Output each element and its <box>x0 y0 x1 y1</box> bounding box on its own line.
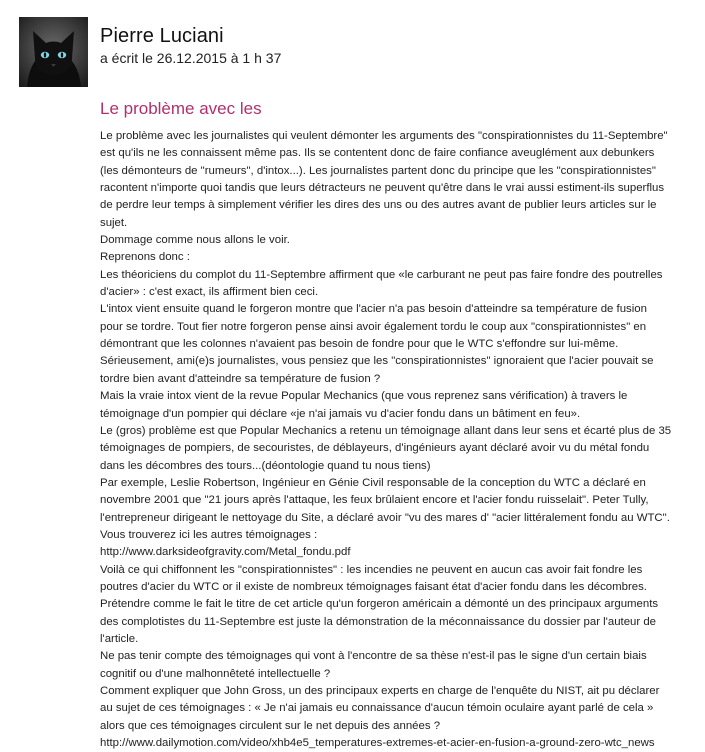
comment-line: au sujet de ces témoignages : « Je n'ai jamais eu connaissance d'aucun témoin oculaire ayant parlé de cela » <box>100 702 654 715</box>
comment-line: Vous trouverez ici les autres témoignages : <box>100 528 318 541</box>
comment-line: est qu'ils ne les connaissent même pas. Ils se contentent donc de faire confiance aveuglément aux debunkers <box>100 147 655 160</box>
comment-line: alors que ces témoignages circulent sur le net depuis des années ? <box>100 719 441 732</box>
comment-line: l'entrepreneur dirigeant le nettoyage du Site, a déclaré avoir "vu des mares d' "acier littéralement fondu au WTC". <box>100 511 670 524</box>
comment-line: Le (gros) problème est que Popular Mechanics a retenu un témoignage allant dans leur sens et écarté plus de 35 <box>100 424 672 437</box>
comment-line: démontrant que les colonnes n'avaient pas besoin de fondre pour que le WTC s'effondre sur lui-même. <box>100 338 619 351</box>
comment-line: L'intox vient ensuite quand le forgeron montre que l'acier n'a pas besoin d'atteindre sa température de fusion <box>100 303 647 316</box>
comment-line: des complotistes du 11-Septembre est juste la démonstration de la méconnaissance du dossier par l'auteur de <box>100 615 656 628</box>
comment-line: Les théoriciens du complot du 11-Septembre affirment que «le carburant ne peut pas faire fondre des poutrelles <box>100 268 663 281</box>
comment-body <box>100 128 672 752</box>
comment-line: Comment expliquer que John Gross, un des principaux experts en charge de l'enquête du NIST, ait pu déclarer <box>100 685 660 697</box>
comment-line: cognitif ou d'une malhonnêteté intellectuelle ? <box>100 667 331 680</box>
comment-date: a écrit le 26.12.2015 à 1 h 37 <box>100 50 282 66</box>
comment-line: novembre 2001 que "21 jours après l'attaque, les feux brûlaient encore et l'acier fondu ruisselait". Peter Tully, <box>100 494 649 507</box>
author-name[interactable]: Pierre Luciani <box>100 25 224 47</box>
comment-line: témoignages de pompiers, de secouristes, de déblayeurs, d'ingénieurs ayant déclaré avoir vu du métal fondu <box>100 442 650 455</box>
comment-line: Par exemple, Leslie Robertson, Ingénieur en Génie Civil responsable de la conception du WTC a déclaré en <box>100 476 646 489</box>
avatar[interactable] <box>19 17 88 87</box>
comment-link[interactable]: http://www.dailymotion.com/video/xhb4e5_temperatures-extremes-et-acier-en-fusion-a-ground-zero-wtc_news <box>100 737 655 750</box>
comment-line: sujet. <box>100 216 128 229</box>
comment-line: pour se tordre. Tout fier notre forgeron pense ainsi avoir également tordu le coup aux "conspirationnistes" en <box>100 320 647 333</box>
comment-line: tordre bien avant d'atteindre sa température de fusion ? <box>100 372 381 385</box>
comment-line: l'article. <box>100 632 139 645</box>
comment-line: d'acier» : c'est exact, ils affirment bien ceci. <box>100 286 319 299</box>
comment-link[interactable]: http://www.darksideofgravity.com/Metal_fondu.pdf <box>100 546 351 559</box>
comment-line: poutres d'acier du WTC or il existe de nombreux témoignages faisant état d'acier fondu dans les décombres. <box>100 580 647 593</box>
comment-line: de perdre leur temps à simplement vérifier les dires des uns ou des autres avant de publier leurs articles sur le <box>100 199 657 212</box>
comment-line: Reprenons donc : <box>100 251 190 264</box>
comment-line: Voilà ce qui chiffonnent les "conspirationnistes" : les incendies ne peuvent en aucun cas avoir fait fondre les <box>100 563 643 576</box>
comment-line: racontent n'importe quoi tandis que leurs détracteurs ne peuvent qu'être dans le vrai aussi estiment-ils superflus <box>100 182 665 195</box>
comment-line: Dommage comme nous allons le voir. <box>100 234 290 247</box>
comment-line: Ne pas tenir compte des témoignages qui vont à l'encontre de sa thèse n'est-il pas le signe d'un certain biais <box>100 650 647 663</box>
comment-line: Sérieusement, ami(e)s journalistes, vous pensiez que les "conspirationnistes" ignoraient que l'acier pouvait se <box>100 355 654 368</box>
comment-line: Prétendre comme le fait le titre de cet article qu'un forgeron américain a démonté un des principaux arguments <box>100 598 659 611</box>
comment-line: dans les décombres des tours...(déontologie quand tu nous tiens) <box>100 459 431 472</box>
comment-line: Mais la vraie intox vient de la revue Popular Mechanics (que vous reprenez sans vérification) à travers le <box>100 390 628 403</box>
comment-title: Le problème avec les <box>100 99 262 118</box>
comment-line: témoignage d'un pompier qui déclare «je n'ai jamais vu d'acier fondu dans un bâtiment en feu». <box>100 407 581 420</box>
comment-line: Le problème avec les journalistes qui veulent démonter les arguments des "conspirationnistes du 11-Septembre" <box>100 130 668 142</box>
comment-line: (les démonteurs de "rumeurs", d'intox...). Les journalistes partent donc du principe que les "conspirationnistes" <box>100 164 656 177</box>
